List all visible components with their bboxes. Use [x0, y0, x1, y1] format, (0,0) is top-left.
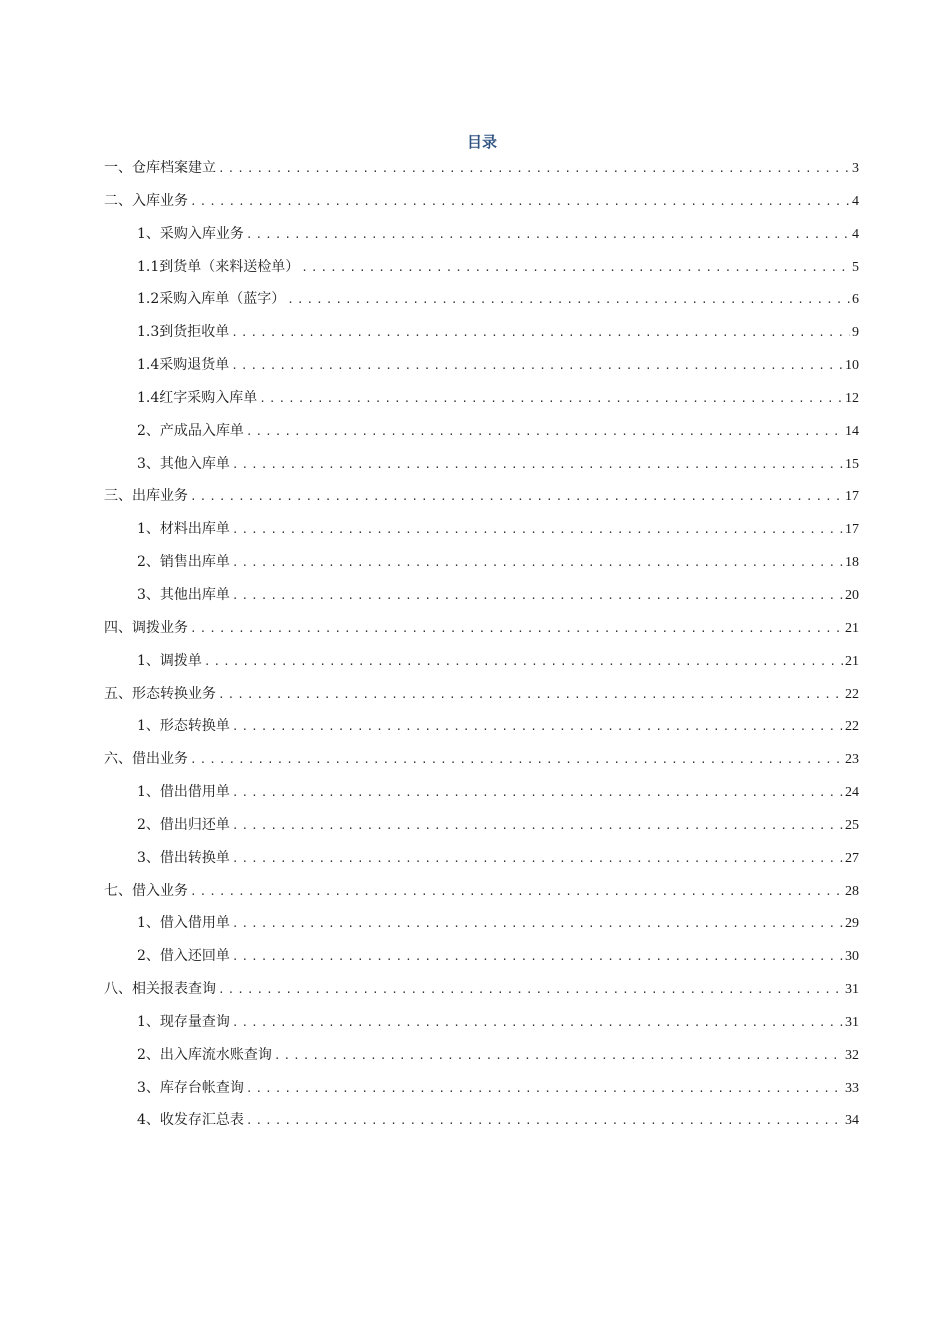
toc-title: 目录 [466, 133, 497, 151]
toc-entry-label: 1.3到货拒收单 [137, 324, 230, 341]
toc-entry-label: 1、形态转换单 [137, 718, 230, 735]
toc-dot-leader [232, 1011, 843, 1035]
toc-entry-label: 一、仓库档案建立 [104, 160, 216, 176]
toc-entry[interactable] [104, 1010, 859, 1043]
toc-dot-leader [232, 715, 843, 739]
toc-entry-page: 22 [845, 719, 859, 735]
toc-dot-leader [274, 1044, 843, 1068]
toc-entry-page: 25 [845, 817, 859, 833]
toc-entry[interactable] [104, 977, 859, 1010]
toc-entry[interactable] [104, 320, 859, 353]
toc-entry[interactable] [104, 452, 859, 485]
toc-entry-label: 1、借入借用单 [137, 915, 230, 932]
toc-entry-page: 18 [845, 555, 859, 571]
toc-entry-label: 八、相关报表查询 [104, 981, 216, 998]
toc-entry[interactable] [104, 911, 859, 944]
toc-entry-page: 5 [852, 259, 859, 275]
toc-entry-page: 17 [845, 522, 859, 538]
toc-entry[interactable] [104, 386, 859, 419]
toc-entry-page: 10 [845, 358, 859, 374]
toc-dot-leader [190, 485, 843, 509]
toc-entry-label: 1.4红字采购入库单 [137, 389, 258, 406]
toc-dot-leader [259, 387, 843, 411]
toc-entry-label: 2、销售出库单 [137, 554, 230, 571]
toc-entry-label: 1、现存量查询 [137, 1013, 230, 1030]
toc-entry-label: 二、入库业务 [104, 192, 188, 209]
toc-entry-label: 3、借出转换单 [137, 849, 230, 866]
toc-entry-label: 1、借出借用单 [137, 784, 230, 801]
toc-entry-label: 3、其他入库单 [137, 455, 230, 472]
toc-dot-leader [301, 256, 850, 280]
toc-entry[interactable] [104, 222, 859, 255]
toc-dot-leader [232, 551, 843, 575]
toc-entry-page: 31 [845, 1014, 859, 1030]
toc-entry-label: 五、形态转换业务 [104, 685, 216, 702]
toc-entry[interactable] [104, 649, 859, 682]
toc-entry[interactable] [104, 583, 859, 616]
toc-entry-label: 4、收发存汇总表 [137, 1112, 244, 1129]
toc-entry-label: 2、借出归还单 [137, 816, 230, 833]
toc-entry-label: 3、库存台帐查询 [137, 1079, 244, 1096]
toc-entry[interactable] [104, 879, 859, 912]
toc-entry-label: 六、借出业务 [104, 751, 188, 768]
toc-dot-leader [232, 814, 843, 838]
toc-entry[interactable] [104, 287, 859, 320]
toc-dot-leader [232, 518, 843, 542]
toc-dot-leader [231, 321, 850, 345]
toc-entry[interactable] [104, 1108, 859, 1141]
toc-dot-leader [246, 1077, 843, 1101]
toc-entry-label: 1.2采购入库单（蓝字） [137, 291, 286, 308]
toc-dot-leader [218, 683, 843, 707]
toc-entry[interactable] [104, 156, 859, 189]
toc-entry[interactable] [104, 353, 859, 386]
toc-entry[interactable] [104, 616, 859, 649]
toc-dot-leader [232, 912, 843, 936]
toc-entry[interactable] [104, 944, 859, 977]
toc-entry-label: 3、其他出库单 [137, 586, 230, 603]
toc-entry-label: 2、产成品入库单 [137, 422, 244, 439]
toc-entry-page: 15 [845, 456, 859, 472]
toc-entry-page: 28 [845, 883, 859, 899]
toc-entry[interactable] [104, 813, 859, 846]
toc-entry-label: 2、借入还回单 [137, 948, 230, 965]
toc-entry-page: 33 [845, 1080, 859, 1096]
toc-entry-page: 30 [845, 949, 859, 965]
toc-entry-page: 27 [845, 850, 859, 866]
toc-entry-page: 31 [845, 982, 859, 998]
toc-entry-page: 23 [845, 752, 859, 768]
toc-entry-label: 三、出库业务 [104, 488, 188, 505]
toc-entry-page: 9 [852, 325, 859, 341]
toc-entry[interactable] [104, 484, 859, 517]
toc-dot-leader [232, 584, 843, 608]
toc-entry-page: 22 [845, 686, 859, 702]
toc-dot-leader [218, 157, 850, 181]
toc-dot-leader [204, 650, 843, 674]
toc-entry[interactable] [104, 419, 859, 452]
toc-entry-label: 七、借入业务 [104, 882, 188, 899]
toc-entry[interactable] [104, 550, 859, 583]
toc-entry-page: 34 [845, 1113, 859, 1129]
toc-list [104, 156, 859, 1141]
toc-entry-label: 2、出入库流水账查询 [137, 1046, 272, 1063]
toc-entry-page: 3 [852, 161, 859, 176]
toc-entry-page: 14 [845, 423, 859, 439]
toc-entry-page: 4 [852, 193, 859, 209]
toc-entry-label: 1、调拨单 [137, 652, 202, 669]
toc-entry-label: 四、调拨业务 [104, 619, 188, 636]
toc-entry[interactable] [104, 517, 859, 550]
toc-dot-leader [231, 354, 843, 378]
toc-entry[interactable] [104, 714, 859, 747]
toc-dot-leader [232, 847, 843, 871]
toc-entry[interactable] [104, 846, 859, 879]
toc-entry[interactable] [104, 255, 859, 288]
toc-entry-page: 17 [845, 489, 859, 505]
toc-entry-page: 29 [845, 916, 859, 932]
toc-entry[interactable] [104, 682, 859, 715]
toc-dot-leader [190, 748, 843, 772]
toc-dot-leader [232, 945, 843, 969]
toc-entry-page: 12 [845, 390, 859, 406]
toc-entry[interactable] [104, 1076, 859, 1109]
toc-entry[interactable] [104, 747, 859, 780]
toc-entry-label: 1、采购入库业务 [137, 225, 244, 242]
toc-entry-label: 1.1到货单（来料送检单） [137, 258, 300, 275]
toc-dot-leader [246, 1109, 843, 1133]
toc-entry-label: 1.4采购退货单 [137, 357, 230, 374]
toc-dot-leader [218, 978, 843, 1002]
toc-entry-page: 20 [845, 587, 859, 603]
toc-entry-label: 1、材料出库单 [137, 521, 230, 538]
toc-dot-leader [287, 288, 850, 312]
toc-dot-leader [246, 223, 850, 247]
toc-entry[interactable] [104, 780, 859, 813]
toc-entry[interactable] [104, 189, 859, 222]
toc-dot-leader [190, 880, 843, 904]
toc-entry-page: 21 [845, 653, 859, 669]
toc-entry[interactable] [104, 1043, 859, 1076]
toc-dot-leader [246, 420, 843, 444]
toc-dot-leader [232, 453, 843, 477]
toc-dot-leader [232, 781, 843, 805]
toc-entry-page: 21 [845, 620, 859, 636]
toc-entry-page: 32 [845, 1047, 859, 1063]
toc-entry-page: 6 [852, 292, 859, 308]
toc-entry-page: 24 [845, 785, 859, 801]
toc-entry-page: 4 [852, 226, 859, 242]
toc-dot-leader [190, 190, 850, 214]
toc-dot-leader [190, 617, 843, 641]
